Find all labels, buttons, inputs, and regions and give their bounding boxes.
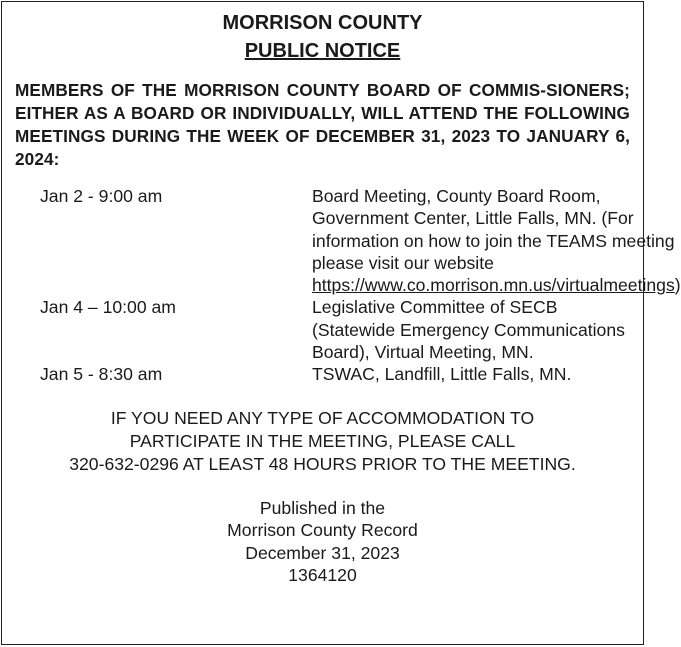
notice-id: 1364120	[288, 565, 357, 586]
publication-info	[15, 497, 630, 587]
publication-date: December 31, 2023	[245, 542, 400, 563]
meeting-list	[15, 185, 681, 386]
meeting-row	[15, 185, 681, 296]
meeting-description	[312, 185, 681, 296]
public-notice	[1, 1, 681, 645]
notice-title: MORRISON COUNTY	[222, 12, 423, 34]
notice-subtitle: PUBLIC NOTICE	[244, 40, 401, 62]
meeting-description: TSWAC, Landfill, Little Falls, MN.	[312, 364, 572, 385]
meeting-description-suffix: )	[674, 275, 681, 296]
publication-name: Morrison County Record	[227, 520, 418, 541]
notice-intro: MEMBERS OF THE MORRISON COUNTY BOARD OF COMMIS-SIONERS; EITHER AS A BOARD OR INDIVIDUALLY, WILL ATTEND THE FOLLOWING MEETINGS DURING THE WEEK OF DECEMBER 31, 2023 TO JANUARY 6, 2024:	[15, 80, 630, 169]
meeting-row	[15, 296, 630, 363]
accommodation-line: IF YOU NEED ANY TYPE OF ACCOMMODATION TO	[110, 407, 535, 428]
meeting-description: Legislative Committee of SECB (Statewide Emergency Communications Board), Virtual Meeting, MN.	[312, 297, 625, 363]
accommodation-notice	[15, 407, 630, 476]
meeting-time: Jan 4 – 10:00 am	[40, 297, 176, 318]
accommodation-line: 320-632-0296 AT LEAST 48 HOURS PRIOR TO THE MEETING.	[69, 453, 576, 474]
meeting-time: Jan 2 - 9:00 am	[40, 186, 163, 206]
published-line: Published in the	[259, 497, 386, 518]
accommodation-line: PARTICIPATE IN THE MEETING, PLEASE CALL	[129, 430, 516, 451]
meeting-description-text: Board Meeting, County Board Room, Government Center, Little Falls, MN. (For information on how to join the TEAMS meeting please visit our website	[312, 186, 675, 273]
meeting-time: Jan 5 - 8:30 am	[40, 364, 163, 385]
virtual-meetings-link[interactable]: https://www.co.morrison.mn.us/virtualmeetings	[312, 275, 675, 296]
meeting-row	[15, 363, 630, 385]
